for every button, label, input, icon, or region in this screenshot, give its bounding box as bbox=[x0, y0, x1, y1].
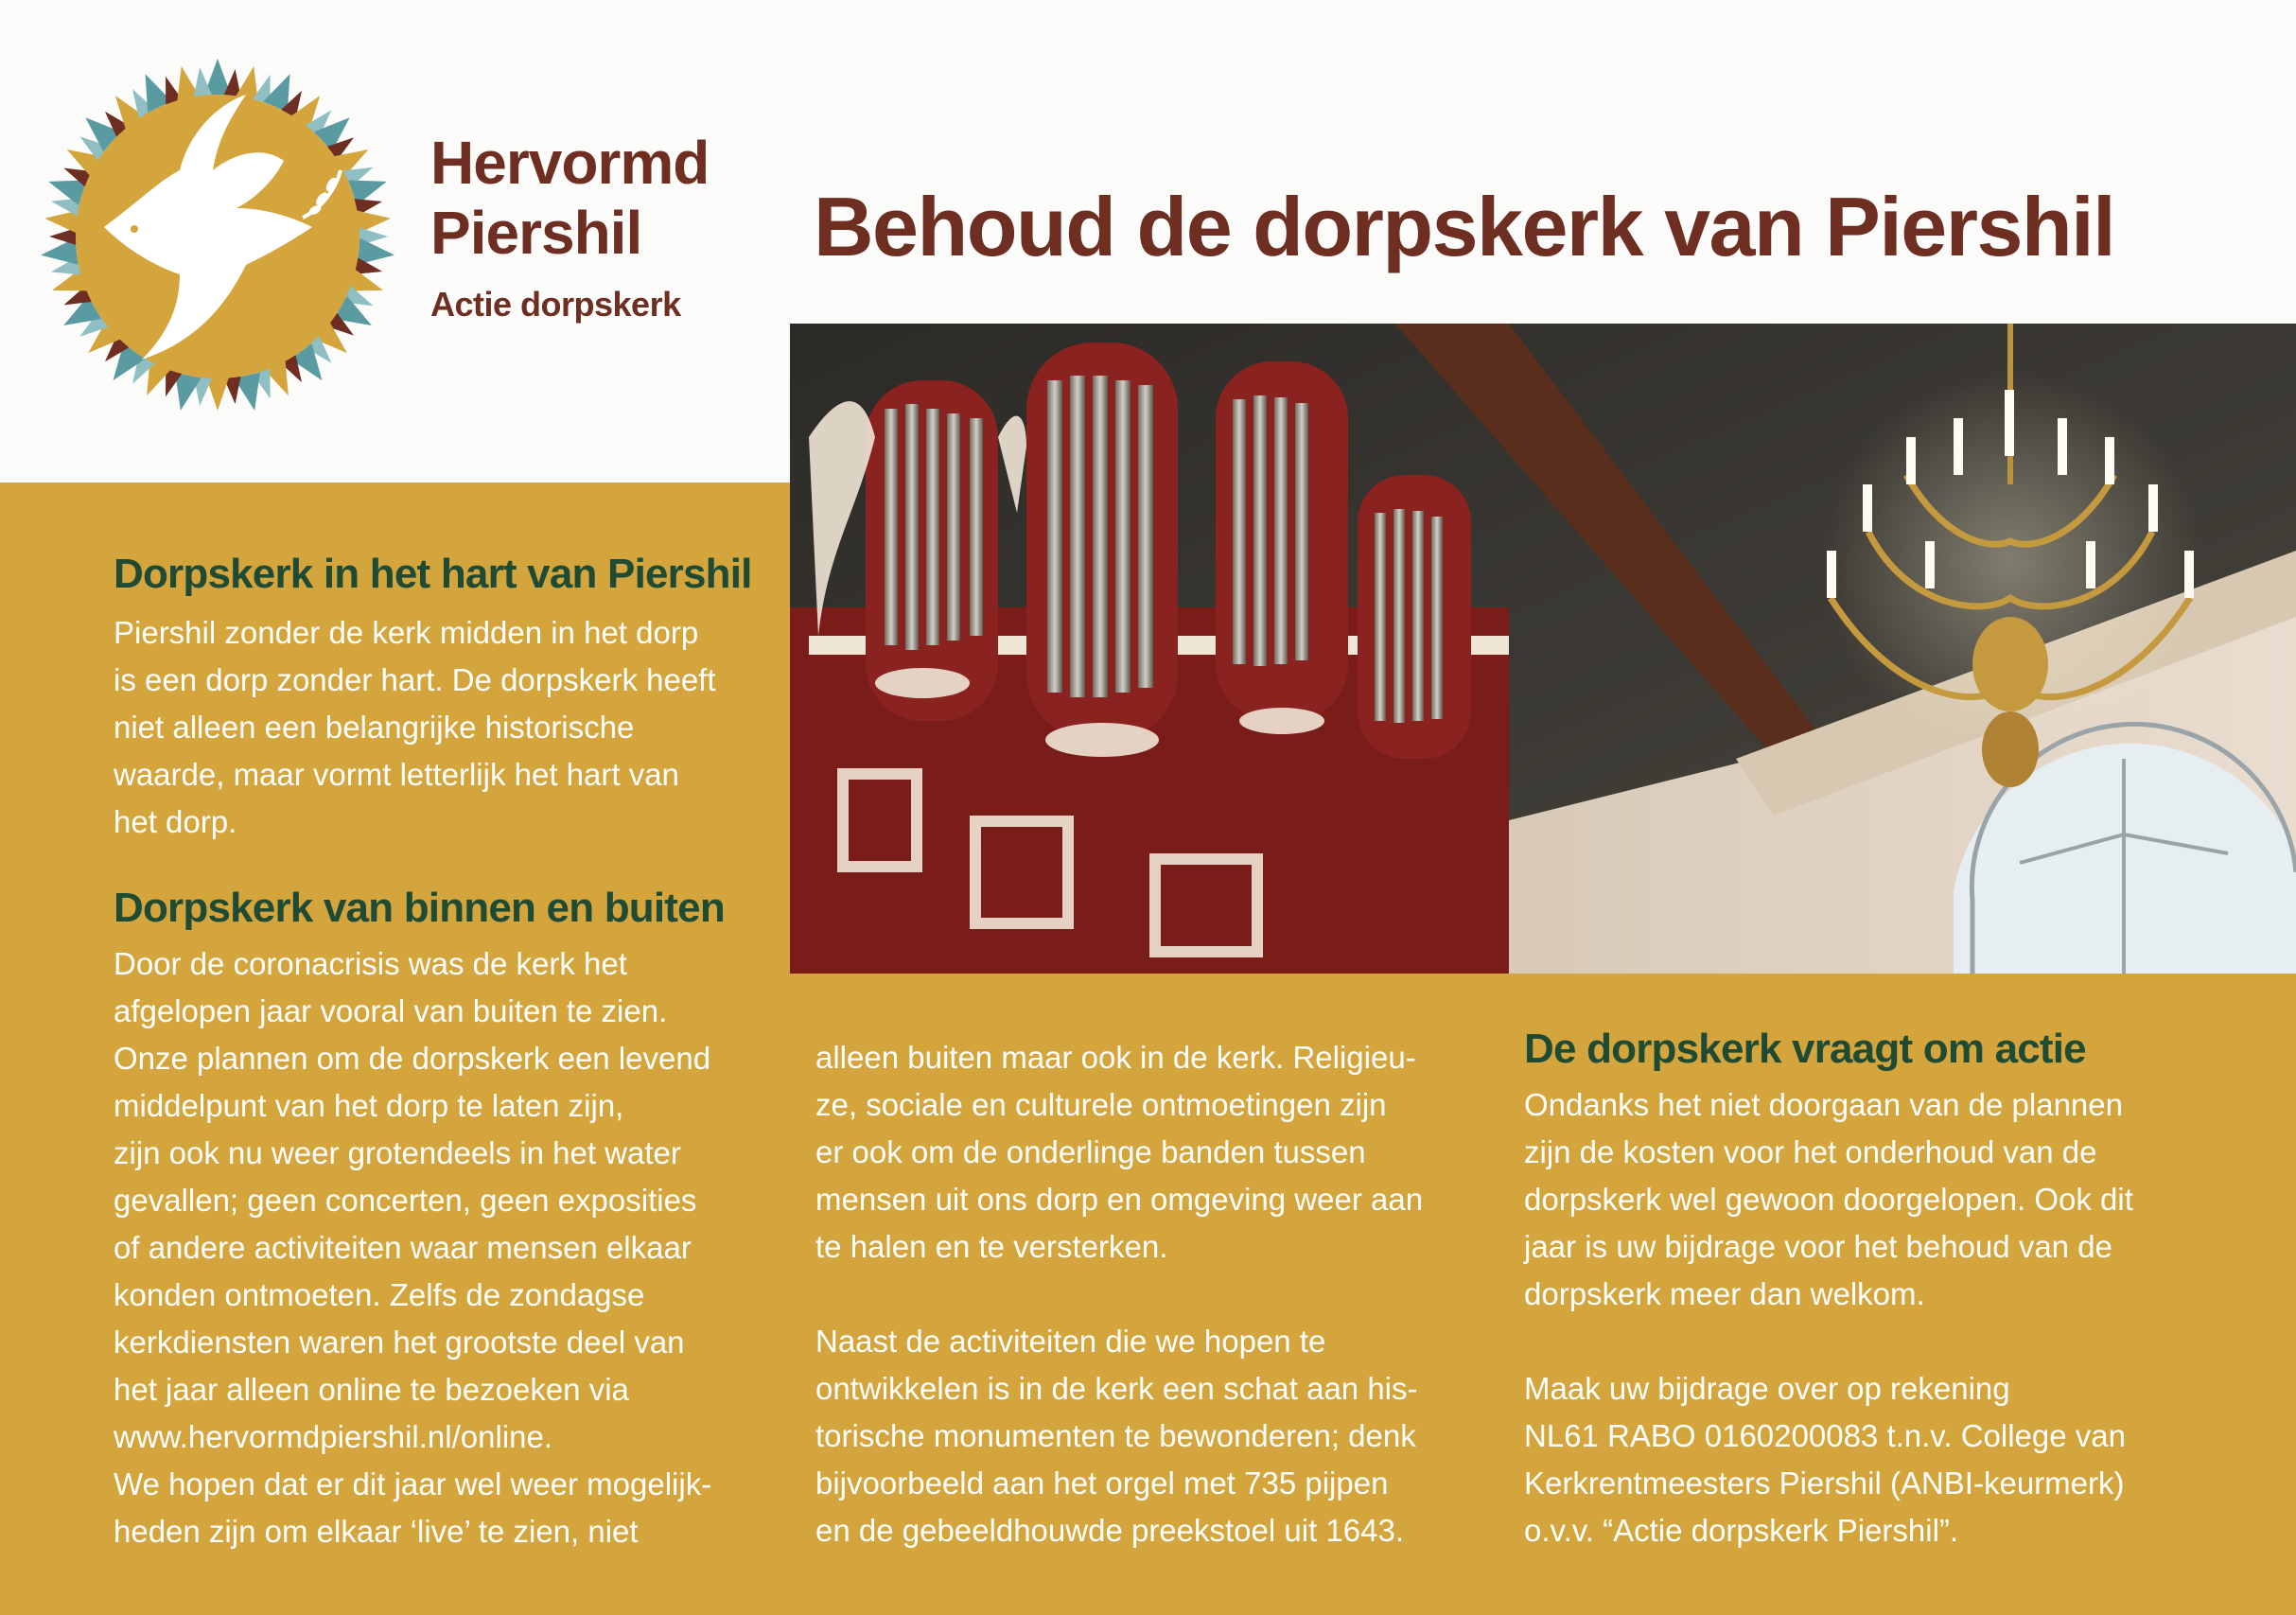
text-bank-details: Maak uw bijdrage over op rekening NL61 RABO 0160200083 t.n.v. College van Kerkrentmeesters Piershil (ANBI-keurmerk) o.v.v. “Actie dorpskerk Piershil”. bbox=[1524, 1371, 2126, 1548]
org-line-hervormd: Hervormd bbox=[430, 129, 710, 197]
church-organ-photo bbox=[790, 324, 2296, 974]
page-title: Behoud de dorpskerk van Piershil bbox=[814, 180, 2115, 273]
text-vraagt-om-actie: Ondanks het niet doorgaan van de plannen zijn de kosten voor het onderhoud van de dorpskerk wel gewoon doorgelopen. Ook dit jaar is uw bijdrage voor het behoud van de dorpskerk meer dan welkom. bbox=[1524, 1087, 2133, 1311]
text-middle-part1: alleen buiten maar ook in de kerk. Religieu- ze, sociale en culturele ontmoetingen zijn er ook om de onderlinge banden tussen mensen uit ons dorp en omgeving weer aan te halen en te versterken. bbox=[815, 1040, 1424, 1264]
org-subtitle: Actie dorpskerk bbox=[430, 285, 681, 324]
text-binnen-buiten: Door de coronacrisis was de kerk het afgelopen jaar vooral van buiten te zien. Onze plannen om de dorpskerk een levend middelpunt van het dorp te laten zijn, zijn ook nu weer grotendeels in het water gevallen; geen concerten, geen exposities of andere activiteiten waar mensen elkaar konden ontmoeten. Zelfs de zondagse kerkdiensten waren het grootste deel van het jaar alleen online te bezoeken via www.hervormdpiershil.nl/online. We hopen dat er dit jaar wel weer mogelijk- heden zijn om elkaar ‘live’ te zien, niet bbox=[114, 946, 712, 1549]
text-dorpskerk-hart: Piershil zonder de kerk midden in het dorp is een dorp zonder hart. De dorpskerk heeft niet alleen een belangrijke historische waarde, maar vormt letterlijk het hart van het dorp. bbox=[114, 615, 716, 839]
heading-vraagt-om-actie: De dorpskerk vraagt om actie bbox=[1524, 1026, 2086, 1072]
text-middle-part2: Naast de activiteiten die we hopen te ontwikkelen is in de kerk een schat aan his- torische monumenten te bewonderen; denk bijvoorbeeld aan het orgel met 735 pijpen en de gebeeldhouwde preekstoel uit 1643. bbox=[815, 1324, 1418, 1548]
organisation-name bbox=[430, 129, 710, 324]
org-line-piershil: Piershil bbox=[430, 199, 642, 267]
dove-logo-icon bbox=[38, 57, 397, 416]
heading-dorpskerk-hart: Dorpskerk in het hart van Piershil bbox=[114, 551, 752, 597]
heading-binnen-buiten: Dorpskerk van binnen en buiten bbox=[114, 885, 725, 931]
